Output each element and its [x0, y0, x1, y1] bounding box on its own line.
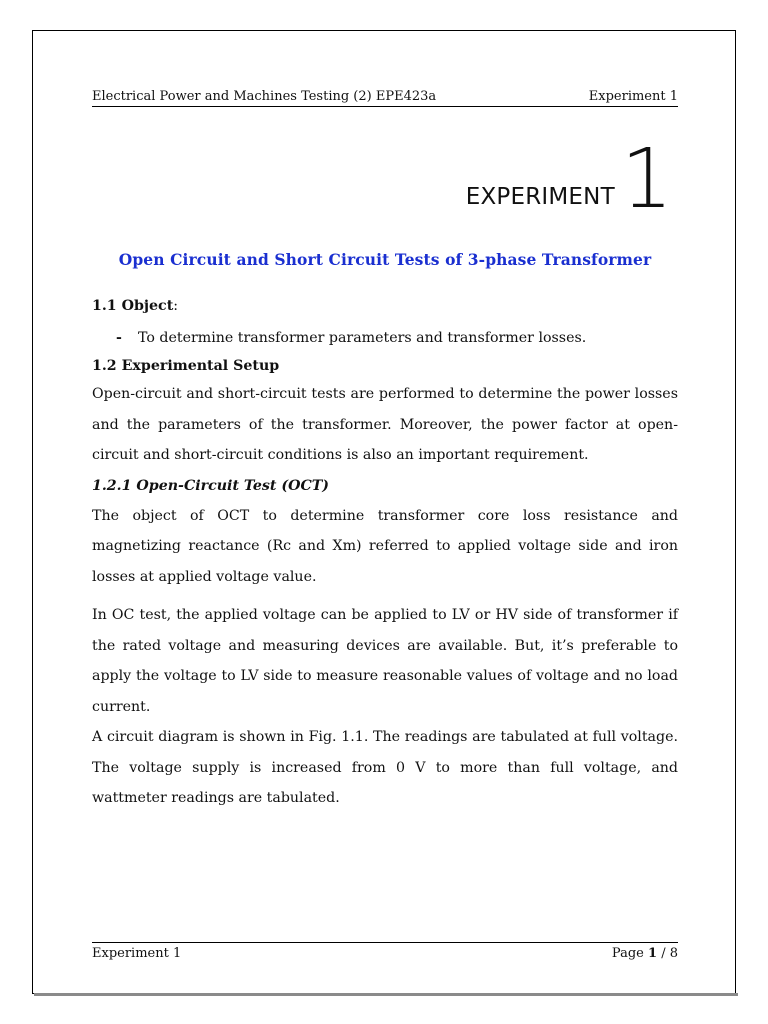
- bullet-marker: -: [116, 330, 122, 346]
- page-label: Page: [611, 946, 644, 961]
- document-body: [92, 293, 678, 814]
- section-object-heading: [92, 293, 678, 319]
- page-footer: [92, 942, 678, 962]
- page-total: 8: [669, 946, 678, 961]
- page-separator: /: [661, 946, 666, 961]
- chapter-heading: [465, 132, 673, 227]
- footer-experiment: Experiment 1: [92, 946, 182, 961]
- chapter-word: EXPERIMENT: [465, 184, 615, 210]
- document-page: [32, 30, 736, 994]
- object-bullet-item: [92, 325, 678, 351]
- page-number: [612, 946, 678, 962]
- section-setup-heading: 1.2 Experimental Setup: [92, 358, 280, 374]
- page-header: [92, 89, 678, 107]
- section-object-heading-text: 1.1 Object: [92, 298, 174, 314]
- header-experiment: Experiment 1: [588, 89, 678, 104]
- page-shadow: [34, 993, 738, 996]
- section-oct-heading: 1.2.1 Open-Circuit Test (OCT): [92, 477, 330, 494]
- paragraph-gap: [92, 592, 678, 600]
- document-title: Open Circuit and Short Circuit Tests of 3-phase Transformer: [118, 250, 652, 269]
- section-setup-paragraph: Open-circuit and short-circuit tests are performed to determine the power losses and the parameters of the transformer. Moreover, the power factor at open-circuit and short-circuit conditions is also an important requirement.: [92, 386, 678, 463]
- oct-paragraph-3: A circuit diagram is shown in Fig. 1.1. The readings are tabulated at full voltage. The voltage supply is increased from 0 V to more than full voltage, and wattmeter readings are tabulated.: [92, 729, 678, 806]
- oct-paragraph-1: The object of OCT to determine transformer core loss resistance and magnetizing reactance (Rc and Xm) referred to applied voltage side and iron losses at applied voltage value.: [92, 507, 678, 585]
- header-course: Electrical Power and Machines Testing (2) EPE423a: [92, 89, 437, 104]
- page-current: 1: [648, 946, 658, 961]
- oct-paragraph-2: In OC test, the applied voltage can be applied to LV or HV side of transformer if the rated voltage and measuring devices are available. But, it’s preferable to apply the voltage to LV side to measure reasonable values of voltage and no load current.: [92, 607, 678, 715]
- chapter-number: 1: [620, 132, 673, 227]
- section-object-colon: :: [173, 298, 179, 314]
- object-bullet-text: To determine transformer parameters and transformer losses.: [138, 330, 587, 346]
